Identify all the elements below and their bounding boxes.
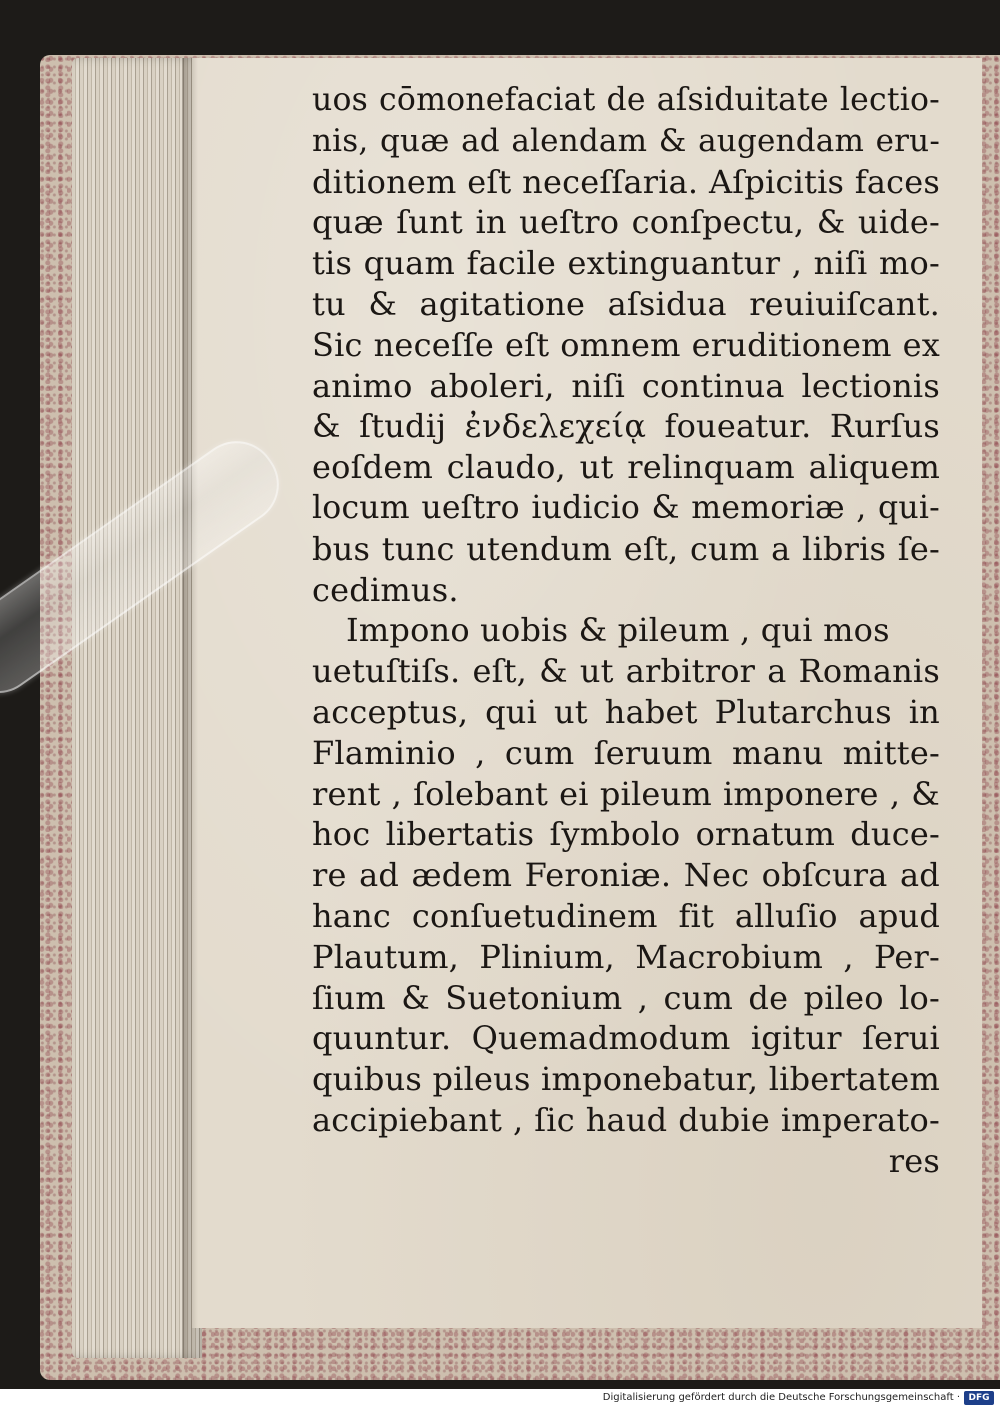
- text-line: tis quam facile extinguantur , niſi mo-: [312, 244, 940, 283]
- text-line: quæ ſunt in ueſtro conſpectu, & uide-: [312, 203, 940, 242]
- footer-credit: Digitalisierung gefördert durch die Deutsche Forschungsgemeinschaft ·: [602, 1392, 960, 1403]
- text-line: hoc libertatis ſymbolo ornatum duce-: [312, 815, 940, 854]
- text-line: acceptus, qui ut habet Plutarchus in: [312, 692, 940, 731]
- footer-bar: [0, 1389, 1000, 1408]
- dfg-logo[interactable]: DFG: [964, 1391, 994, 1405]
- text-line: eoſdem claudo, ut relinquam aliquem: [312, 448, 940, 487]
- text-line: nis, quæ ad alendam & augendam eru-: [312, 122, 940, 159]
- text-line: rent , ſolebant ei pileum imponere , &: [312, 774, 940, 813]
- book-page: [192, 58, 982, 1328]
- page-text: [312, 80, 940, 1182]
- gutter-shadow: [182, 58, 198, 1358]
- text-line: ditionem eſt neceſſaria. Aſpicitis faces: [312, 162, 940, 201]
- text-line: Impono uobis & pileum , qui mos: [346, 611, 890, 650]
- text-line: uos cōmonefaciat de aſsiduitate lectio-: [312, 82, 940, 118]
- text-line: quibus pileus imponebatur, libertatem: [312, 1060, 940, 1099]
- text-line: & ſtudij ἐνδελεχείᾳ foueatur. Rurſus: [312, 407, 940, 446]
- text-line: tu & agitatione aſsidua reuiuiſcant.: [312, 284, 940, 323]
- text-line: Flaminio , cum ſeruum manu mitte-: [312, 733, 940, 772]
- text-line: cedimus.: [312, 570, 459, 609]
- text-line: accipiebant , ſic haud dubie imperato-: [312, 1100, 940, 1139]
- text-line: locum ueſtro iudicio & memoriæ , qui-: [312, 489, 940, 526]
- text-line: hanc conſuetudinem fit alluſio apud: [312, 896, 940, 935]
- text-line: quuntur. Quemadmodum igitur ſerui: [312, 1019, 940, 1058]
- text-line: Plautum, Plinium, Macrobium , Per-: [312, 937, 940, 976]
- text-line: animo aboleri, niſi continua lectionis: [312, 366, 940, 405]
- text-line: ſium & Suetonium , cum de pileo lo-: [312, 978, 940, 1017]
- text-line: Sic neceſſe eſt omnem eruditionem ex: [312, 325, 940, 364]
- text-line: re ad ædem Feroniæ. Nec obſcura ad: [312, 856, 940, 895]
- text-line: bus tunc utendum eſt, cum a libris ſe-: [312, 529, 940, 568]
- text-line: uetuſtiſs. eſt, & ut arbitror a Romanis: [312, 652, 940, 691]
- text-line: res: [888, 1141, 940, 1180]
